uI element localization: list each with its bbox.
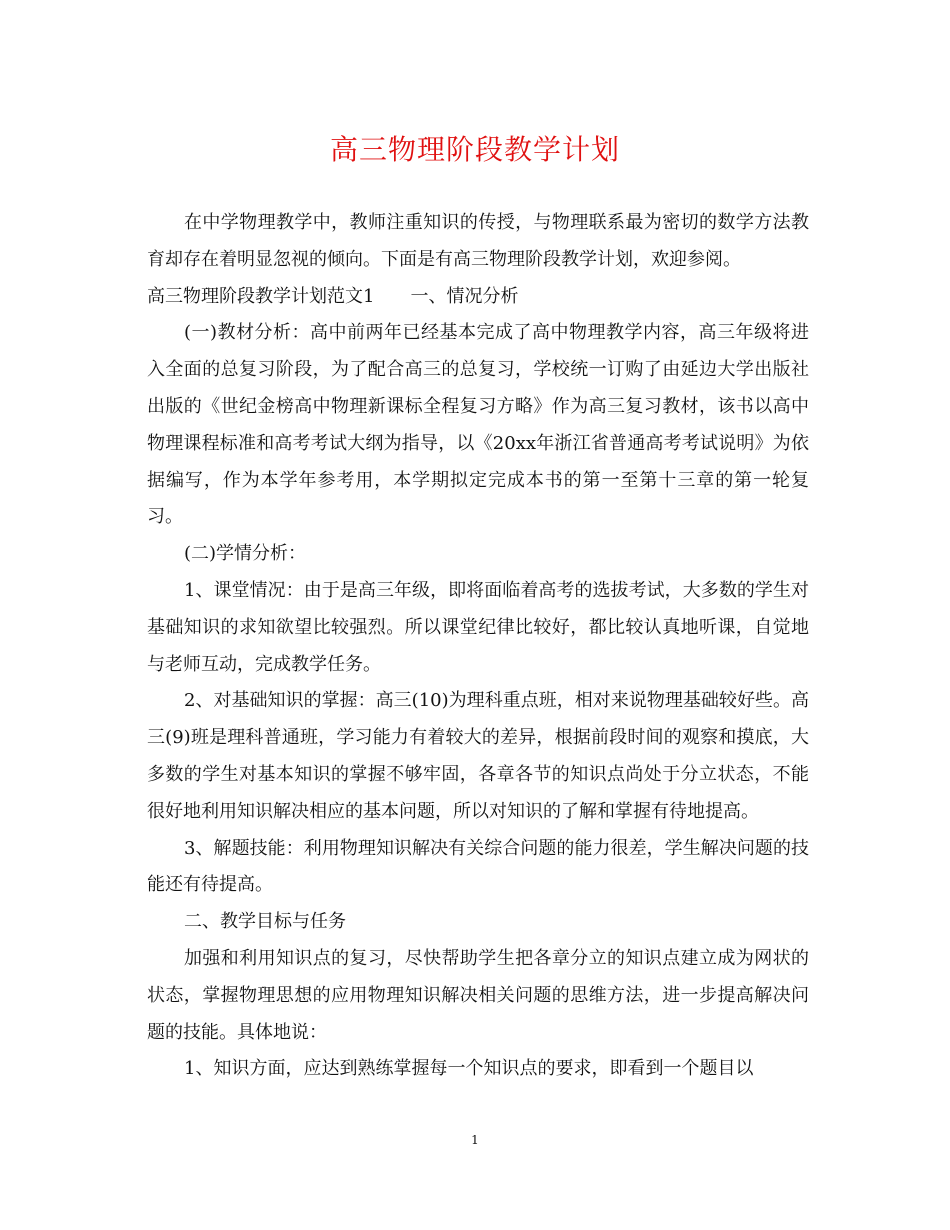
document-title: 高三物理阶段教学计划	[329, 133, 620, 166]
textbook-analysis-paragraph: (一)教材分析：高中前两年已经基本完成了高中物理教学内容，高三年级将进入全面的总复习阶段，为了配合高三的总复习，学校统一订购了由延边大学出版社出版的《世纪金榜高中物理新课标全程复习方略》作为高三复习教材，该书以高中物理课程标准和高考考试大纲为指导，以《20xx年浙江省普通高考考试说明》为依据编写，作为本学年参考用，本学期拟定完成本书的第一至第十三章的第一轮复习。	[147, 322, 809, 528]
goals-paragraph: 加强和利用知识点的复习，尽快帮助学生把各章分立的知识点建立成为网状的状态，掌握物理思想的应用物理知识解决相关问题的思维方法，进一步提高解决问题的技能。具体地说：	[147, 947, 809, 1043]
intro-paragraph: 在中学物理教学中，教师注重知识的传授，与物理联系最为密切的数学方法教育却存在着明显忽视的倾向。下面是有高三物理阶段教学计划，欢迎参阅。	[147, 212, 809, 270]
classroom-paragraph: 1、课堂情况：由于是高三年级，即将面临着高考的选拔考试，大多数的学生对基础知识的求知欲望比较强烈。所以课堂纪律比较好，都比较认真地听课，自觉地与老师互动，完成教学任务。	[147, 579, 809, 675]
student-analysis-heading: (二)学情分析：	[184, 543, 307, 565]
knowledge-aspect-paragraph: 1、知识方面，应达到熟练掌握每一个知识点的要求，即看到一个题目以	[184, 1058, 754, 1080]
problem-solving-paragraph: 3、解题技能：利用物理知识解决有关综合问题的能力很差，学生解决问题的技能还有待提高。	[147, 837, 809, 896]
basic-knowledge-paragraph: 2、对基础知识的掌握：高三(10)为理科重点班，相对来说物理基础较好些。高三(9)班是理科普通班，学习能力有着较大的差异，根据前段时间的观察和摸底，大多数的学生对基本知识的掌握不够牢固，各章各节的知识点尚处于分立状态，不能很好地利用知识解决相应的基本问题，所以对知识的了解和掌握有待地提高。	[147, 690, 809, 822]
page-number: 1	[471, 1133, 479, 1147]
goals-heading: 二、教学目标与任务	[184, 911, 346, 933]
document-body	[147, 205, 809, 1088]
section-heading-line: 高三物理阶段教学计划范文1 一、情况分析	[147, 285, 519, 307]
